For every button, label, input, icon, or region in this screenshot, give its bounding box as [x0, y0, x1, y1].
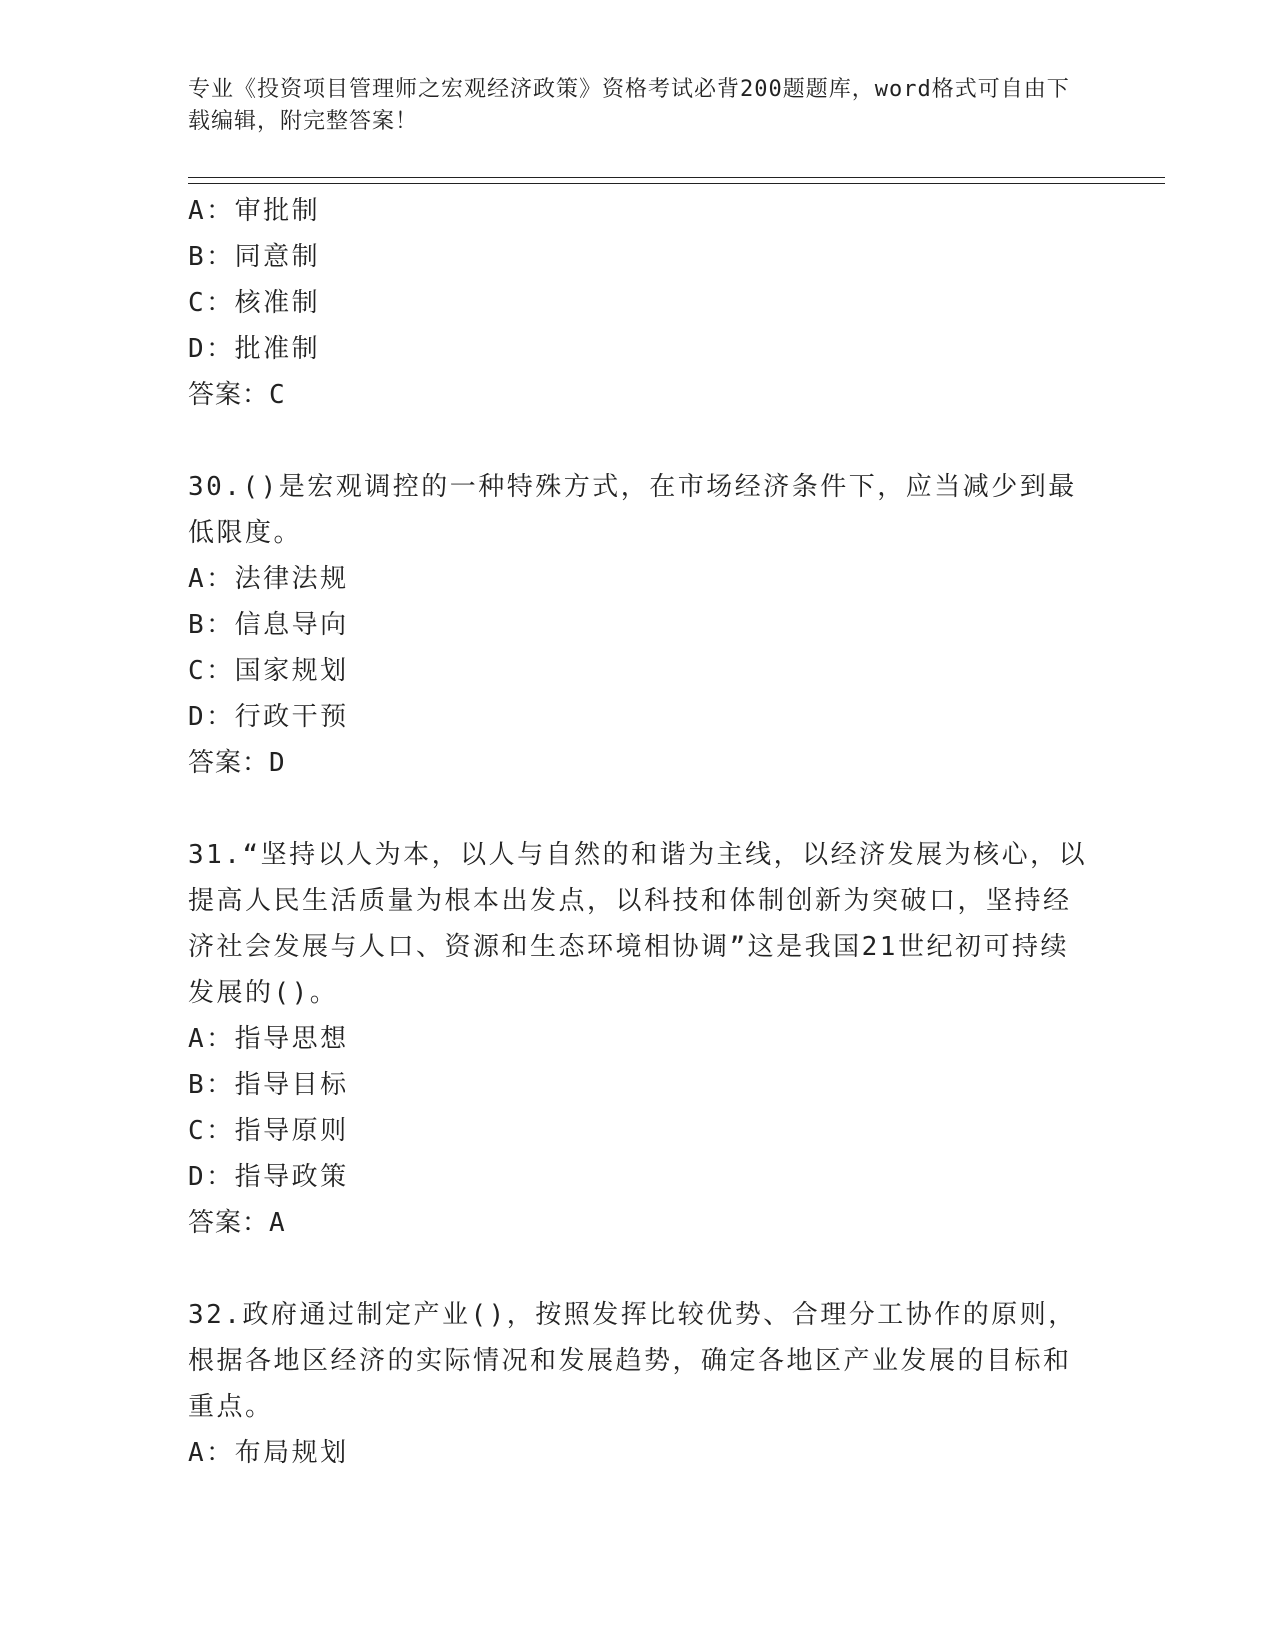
option-b: B：信息导向 — [188, 610, 349, 640]
question-text: 32.政府通过制定产业()，按照发挥比较优势、合理分工协作的原则，根据各地区经济的实际情况和发展趋势，确定各地区产业发展的目标和重点。 — [188, 1300, 1077, 1422]
option-c: C：指导原则 — [188, 1116, 349, 1146]
option-c: C：核准制 — [188, 288, 321, 318]
header-rule-top — [188, 177, 1165, 178]
option-b: B：指导目标 — [188, 1070, 349, 1100]
question-list — [188, 188, 1088, 1476]
question-31 — [188, 832, 1088, 1246]
option-a: A：布局规划 — [188, 1438, 349, 1468]
question-29-tail — [188, 188, 1088, 418]
question-30 — [188, 464, 1088, 786]
question-text: 30.()是宏观调控的一种特殊方式，在市场经济条件下，应当减少到最低限度。 — [188, 472, 1077, 548]
option-a: A：指导思想 — [188, 1024, 349, 1054]
option-b: B：同意制 — [188, 242, 321, 272]
question-text: 31.“坚持以人为本，以人与自然的和谐为主线，以经济发展为核心，以提高人民生活质量为根本出发点，以科技和体制创新为突破口，坚持经济社会发展与人口、资源和生态环境相协调”这是我国21世纪初可持续发展的()。 — [188, 840, 1088, 1008]
option-a: A：法律法规 — [188, 564, 349, 594]
option-a: A：审批制 — [188, 196, 321, 226]
answer-line: 答案：D — [188, 748, 286, 778]
option-d: D：指导政策 — [188, 1162, 349, 1192]
question-32 — [188, 1292, 1088, 1476]
answer-line: 答案：C — [188, 380, 286, 410]
option-d: D：批准制 — [188, 334, 321, 364]
option-d: D：行政干预 — [188, 702, 349, 732]
answer-line: 答案：A — [188, 1208, 286, 1238]
option-c: C：国家规划 — [188, 656, 349, 686]
document-header — [188, 74, 1088, 138]
header-rule-bottom — [188, 183, 1165, 184]
header-text: 专业《投资项目管理师之宏观经济政策》资格考试必背200题题库，word格式可自由下载编辑，附完整答案！ — [188, 77, 1070, 134]
